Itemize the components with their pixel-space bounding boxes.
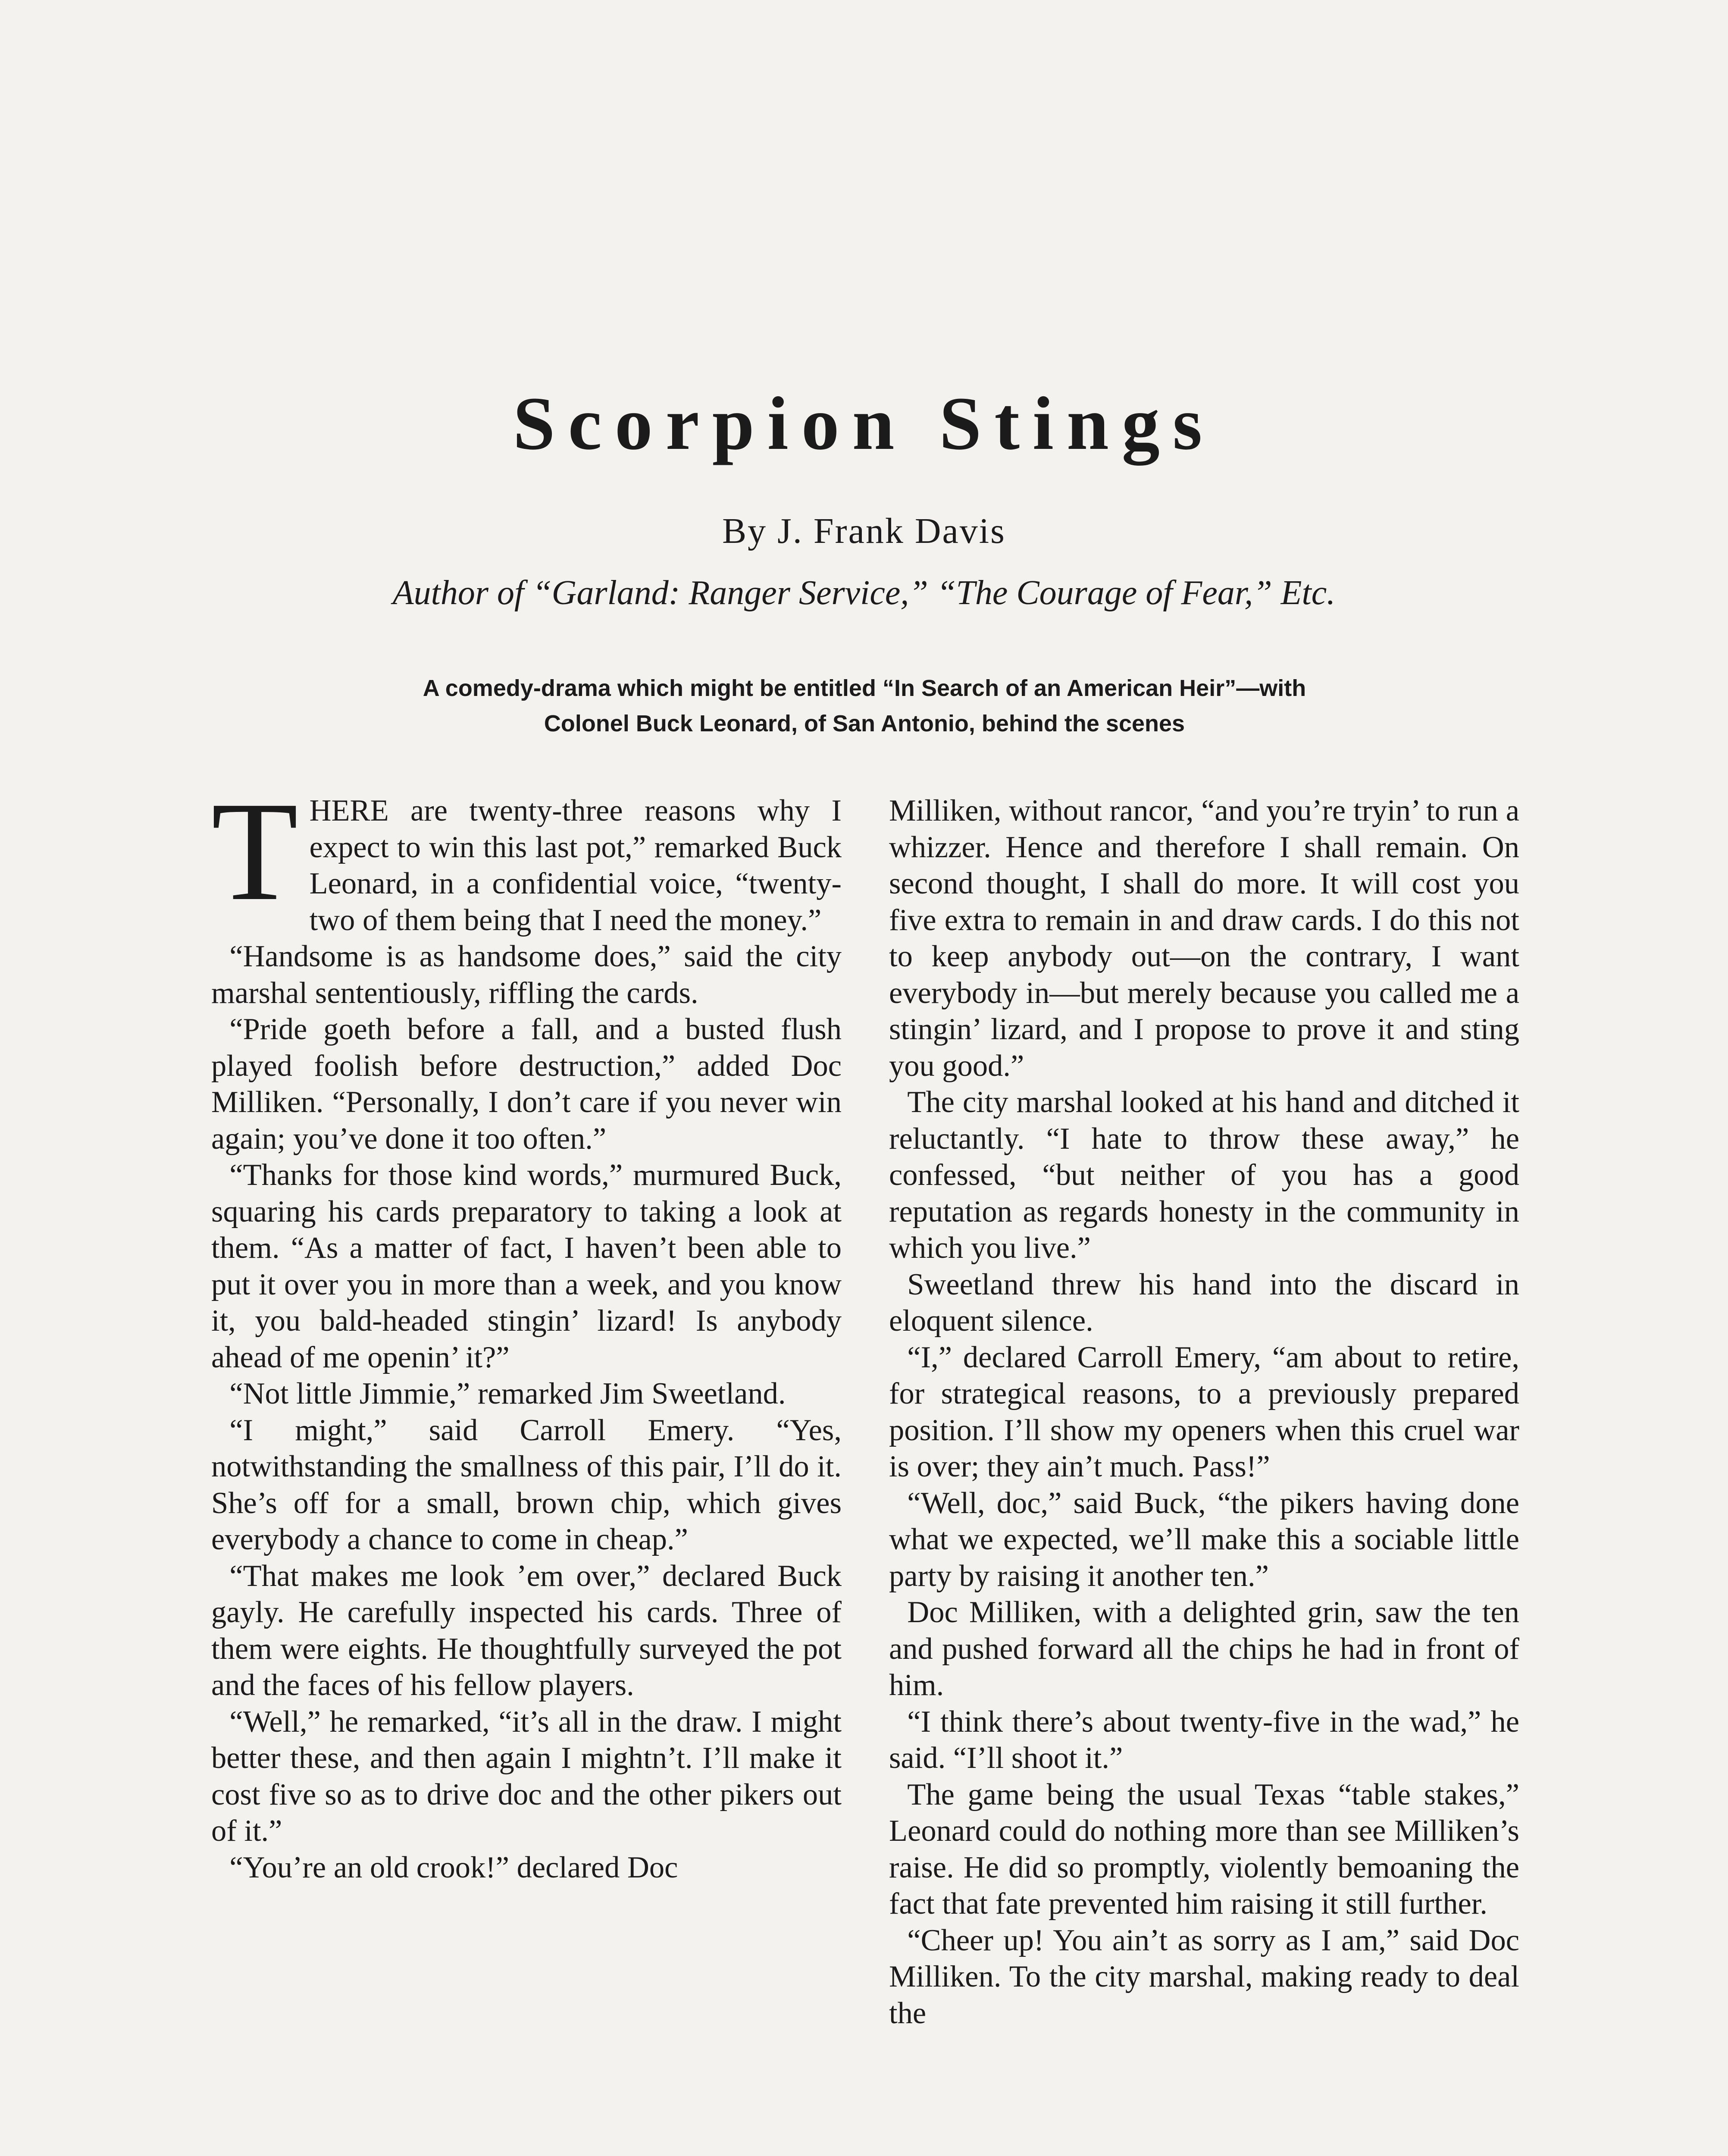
paragraph: The city marshal looked at his hand and ditched it reluctantly. “I hate to throw these away,” he confessed, “but neither of you has a good reputation as regards honesty in the community in which you live.” [889,1085,1519,1265]
drop-cap: T [211,793,298,930]
opening-paragraph [211,793,842,938]
author-credits: Author of “Garland: Ranger Service,” “The Courage of Fear,” Etc. [392,574,1336,612]
paragraph: The game being the usual Texas “table stakes,” Leonard could do nothing more than see Milliken’s raise. He did so promptly, violently bemoaning the fact that fate prevented him raising it still further. [889,1777,1519,1921]
paragraph: “Cheer up! You ain’t as sorry as I am,” said Doc Milliken. To the city marshal, making ready to deal the [889,1923,1519,2030]
paragraph: “Thanks for those kind words,” murmured Buck, squaring his cards preparatory to taking a look at them. “As a matter of fact, I haven’t been able to put it over you in more than a week, and you know it, you bald-headed stingin’ lizard! Is anybody ahead of me openin’ it?” [211,1158,842,1374]
paragraph: “I think there’s about twenty-five in the wad,” he said. “I’ll shoot it.” [889,1705,1519,1775]
paragraph: “Not little Jimmie,” remarked Jim Sweetland. [229,1377,786,1410]
opening-paragraph-text: HERE are twenty-three reasons why I expect to win this last pot,” remarked Buck Leonard, in a confidential voice, “twenty-two of them being that I need the money.” [309,794,842,937]
paragraph: Sweetland threw his hand into the discard in eloquent silence. [889,1267,1519,1338]
paragraph: “That makes me look ’em over,” declared Buck gayly. He carefully inspected his cards. Three of them were eights. He thoughtfully surveyed the pot and the faces of his fellow players. [211,1559,842,1702]
paragraph: “Handsome is as handsome does,” said the city marshal sententiously, riffling the cards. [211,940,842,1010]
paragraph: “You’re an old crook!” declared Doc [229,1850,678,1884]
paragraph: “I might,” said Carroll Emery. “Yes, notwithstanding the smallness of this pair, I’ll do it. She’s off for a small, brown chip, which gives everybody a chance to come in cheap.” [211,1413,842,1556]
right-column [889,793,1519,2156]
paragraph: Doc Milliken, with a delighted grin, saw the ten and pushed forward all the chips he had in front of him. [889,1595,1519,1702]
paragraph: “Pride goeth before a fall, and a busted flush played foolish before destruction,” added Doc Milliken. “Personally, I don’t care if you never win again; you’ve done it too often.” [211,1012,842,1156]
left-column [211,793,842,2156]
article-deck: A comedy-drama which might be entitled “In Search of an American Heir”—with Colonel Buck Leonard, of San Antonio, behind the scenes [423,675,1306,736]
paragraph: “I,” declared Carroll Emery, “am about to retire, for strategical reasons, to a previously prepared position. I’ll show my openers when this cruel war is over; they ain’t much. Pass!” [889,1340,1519,1483]
article-byline: By J. Frank Davis [722,511,1006,551]
article-title: Scorpion Stings [513,382,1215,466]
paragraph: “Well,” he remarked, “it’s all in the draw. I might better these, and then again I mightn’t. I’ll make it cost five so as to drive doc and the other pikers out of it.” [211,1705,842,1848]
paragraph: “Well, doc,” said Buck, “the pikers having done what we expected, we’ll make this a sociable little party by raising it another ten.” [889,1486,1519,1593]
paragraph: Milliken, without rancor, “and you’re tryin’ to run a whizzer. Hence and therefore I shall remain. On second thought, I shall do more. It will cost you five extra to remain in and draw cards. I do this not to keep anybody out—on the contrary, I want everybody in—but merely because you called me a stingin’ lizard, and I propose to prove it and sting you good.” [889,794,1519,1083]
